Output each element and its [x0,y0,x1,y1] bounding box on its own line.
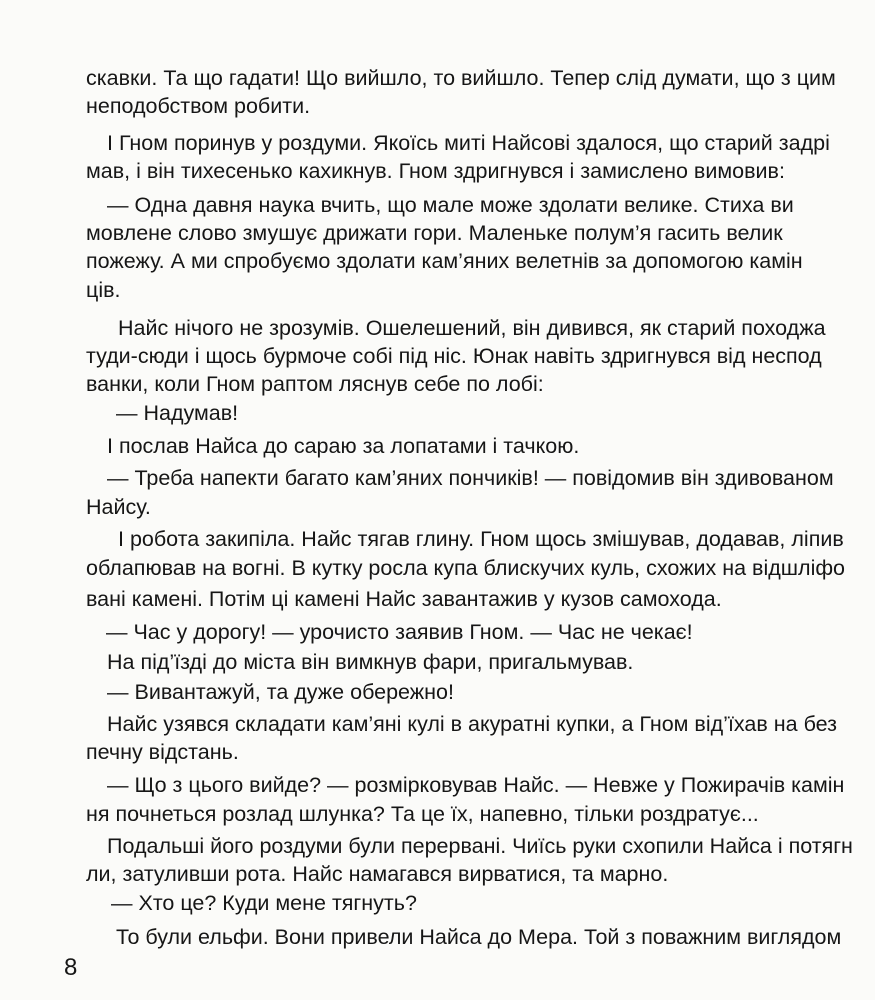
text-line: — Хто це? Куди мене тягнуть? [111,891,417,915]
text-line: вані камені. Потім ці камені Найс завантажив у кузов самохода. [86,587,722,611]
text-line: ванки, коли Гном раптом ляснув себе по лобі: [86,372,544,396]
text-line: ли, затуливши рота. Найс намагався вирватися, та марно. [86,862,669,886]
text-line: Найсу. [86,495,151,519]
text-line: Найс узявся складати кам’яні кулі в акуратні купки, а Гном від’їхав на без [107,712,838,736]
text-line: туди-сюди і щось бурмоче собі під ніс. Юнак навіть здригнувся від неспод [86,344,822,368]
text-line: — Вивантажуй, та дуже обережно! [107,680,454,704]
text-line: мав, і він тихесенько кахикнув. Гном здригнувся і замислено вимовив: [86,159,785,183]
text-line: — Надумав! [116,401,239,425]
text-line: ців. [86,278,121,302]
text-line: пожежу. А ми спробуємо здолати кам’яних велетнів за допомогою камін [86,249,803,273]
text-line: — Треба напекти багато кам’яних пончиків! — повідомив він здивованом [107,466,834,490]
text-line: І Гном поринув у роздуми. Якоїсь миті Найсові здалося, що старий задрі [107,131,830,155]
text-line: І робота закипіла. Найс тягав глину. Гном щось змішував, додавав, ліпив [118,527,844,551]
text-line: мовлене слово змушує дрижати гори. Маленьке полум’я гасить велик [86,221,783,245]
text-line: облапював на вогні. В кутку росла купа блискучих куль, схожих на відшліфо [86,556,845,580]
text-line: Найс нічого не зрозумів. Ошелешений, він дивився, як старий походжа [118,316,826,340]
page-number: 8 [64,954,78,981]
text-line: І послав Найса до сараю за лопатами і тачкою. [107,434,580,458]
text-line: На під’їзді до міста він вимкнув фари, пригальмував. [107,650,634,674]
text-line: — Що з цього вийде? — розмірковував Найс. — Невже у Пожирачів камін [107,773,845,797]
text-line: Подальші його роздуми були перервані. Чиїсь руки схопили Найса і потягн [107,834,853,858]
text-line: неподобством робити. [86,94,311,118]
text-line: ня почнеться розлад шлунка? Та це їх, напевно, тільки роздратує... [86,802,759,826]
text-line: скавки. Та що гадати! Що вийшло, то вийшло. Тепер слід думати, що з цим [86,66,836,90]
text-line: печну відстань. [86,740,239,764]
text-line: — Час у дорогу! — урочисто заявив Гном. — Час не чекає! [106,620,693,644]
text-line: — Одна давня наука вчить, що мале може здолати велике. Стиха ви [107,193,794,217]
text-line: То були ельфи. Вони привели Найса до Мера. Той з поважним виглядом [116,925,842,949]
